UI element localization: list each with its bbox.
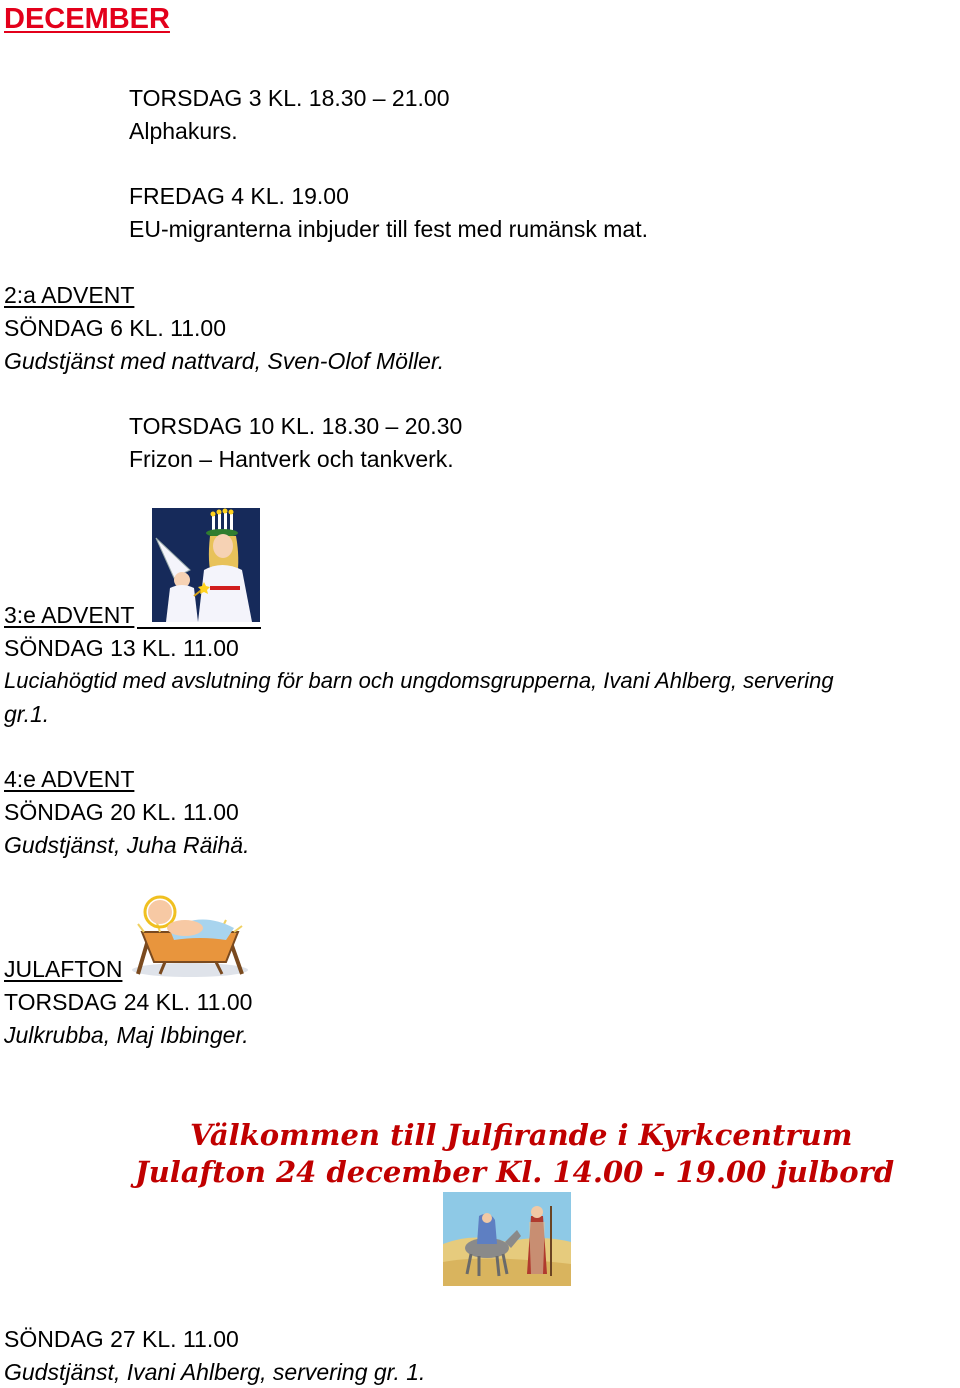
event-description: EU-migranterna inbjuder till fest med rumänsk mat. — [129, 216, 648, 242]
lucia-illustration — [152, 508, 260, 624]
heading-underline — [137, 627, 261, 629]
event-date: SÖNDAG 20 KL. 11.00 — [4, 799, 239, 825]
mary-joseph-donkey-illustration — [443, 1192, 571, 1288]
event-date: SÖNDAG 13 KL. 11.00 — [4, 635, 239, 661]
event-description: Luciahögtid med avslutning för barn och ungdomsgrupperna, Ivani Ahlberg, servering — [4, 668, 834, 693]
baby-jesus-manger-illustration — [130, 890, 250, 978]
welcome-line-2: Julafton 24 december Kl. 14.00 - 19.00 julbord — [135, 1155, 895, 1189]
event-heading: 3:e ADVENT — [4, 602, 135, 628]
page-title: DECEMBER — [4, 3, 170, 35]
event-description: Julkrubba, Maj Ibbinger. — [4, 1022, 249, 1048]
event-description-continued: gr.1. — [4, 701, 50, 727]
event-date: TORSDAG 10 KL. 18.30 – 20.30 — [129, 413, 463, 439]
welcome-line-1: Välkommen till Julfirande i Kyrkcentrum — [190, 1118, 853, 1152]
event-description: Gudstjänst, Juha Räihä. — [4, 832, 250, 858]
event-description: Gudstjänst, Ivani Ahlberg, servering gr. 1. — [4, 1359, 426, 1385]
event-description: Gudstjänst med nattvard, Sven-Olof Möller. — [4, 348, 445, 374]
event-heading: JULAFTON — [4, 956, 123, 982]
event-description: Frizon – Hantverk och tankverk. — [129, 446, 454, 472]
event-date: SÖNDAG 6 KL. 11.00 — [4, 315, 227, 341]
event-date: TORSDAG 3 KL. 18.30 – 21.00 — [129, 85, 450, 111]
event-date: SÖNDAG 27 KL. 11.00 — [4, 1326, 239, 1352]
event-description: Alphakurs. — [129, 118, 238, 144]
event-date: TORSDAG 24 KL. 11.00 — [4, 989, 253, 1015]
event-date: FREDAG 4 KL. 19.00 — [129, 183, 349, 209]
event-heading: 4:e ADVENT — [4, 766, 135, 792]
event-heading: 2:a ADVENT — [4, 282, 135, 308]
